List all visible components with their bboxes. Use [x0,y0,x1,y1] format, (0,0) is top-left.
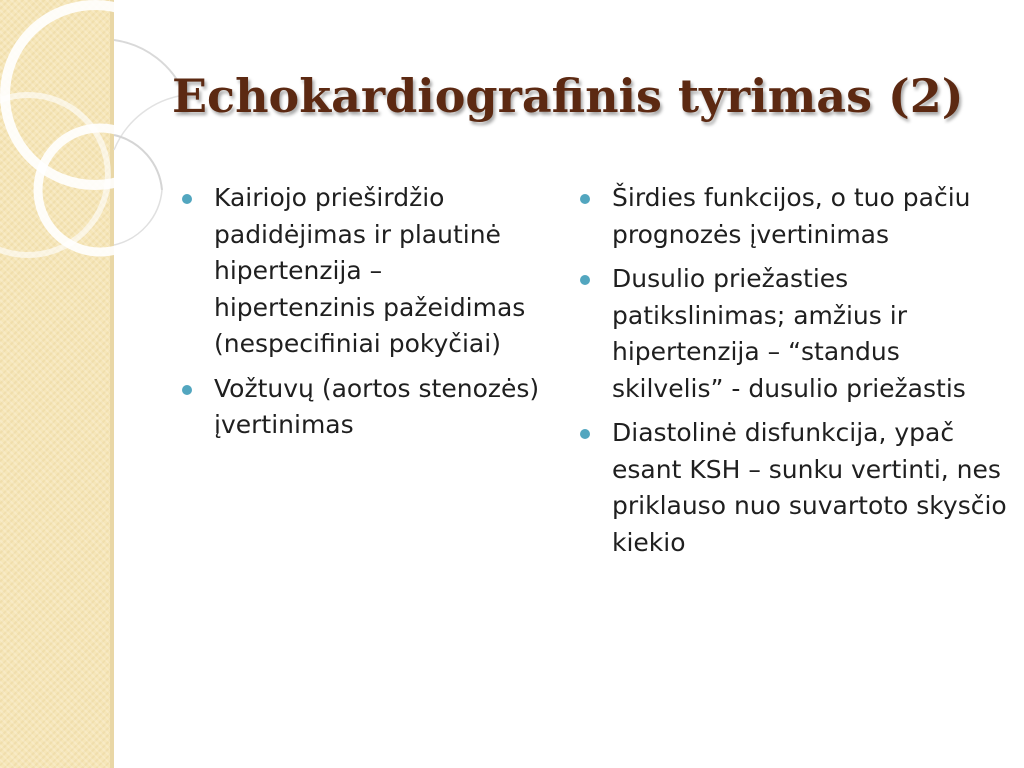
list-item-text: Dusulio priežasties patikslinimas; amžius ir hipertenzija – “standus skilvelis” - dusulio priežastis [612,264,966,403]
list-item [578,261,1008,407]
bullet-icon [182,194,192,204]
list-item [180,180,550,363]
left-column [180,180,550,452]
list-item-text: Širdies funkcijos, o tuo pačiu prognozės įvertinimas [612,183,971,249]
list-item-text: Diastolinė disfunkcija, ypač esant KSH – sunku vertinti, nes priklauso nuo suvartoto skysčio kiekio [612,418,1007,557]
bullet-icon [182,385,192,395]
list-item [578,180,1008,253]
slide-title: Echokardiografinis tyrimas (2) [172,69,964,123]
left-bullet-list [180,180,550,444]
list-item [180,371,550,444]
list-item-text: Kairiojo prieširdžio padidėjimas ir plautinė hipertenzija – hipertenzinis pažeidimas (nespecifiniai pokyčiai) [214,183,526,358]
bullet-icon [580,429,590,439]
right-column [578,180,1008,569]
right-bullet-list [578,180,1008,561]
bullet-icon [580,275,590,285]
bullet-icon [580,194,590,204]
list-item [578,415,1008,561]
list-item-text: Vožtuvų (aortos stenozės) įvertinimas [214,373,540,439]
